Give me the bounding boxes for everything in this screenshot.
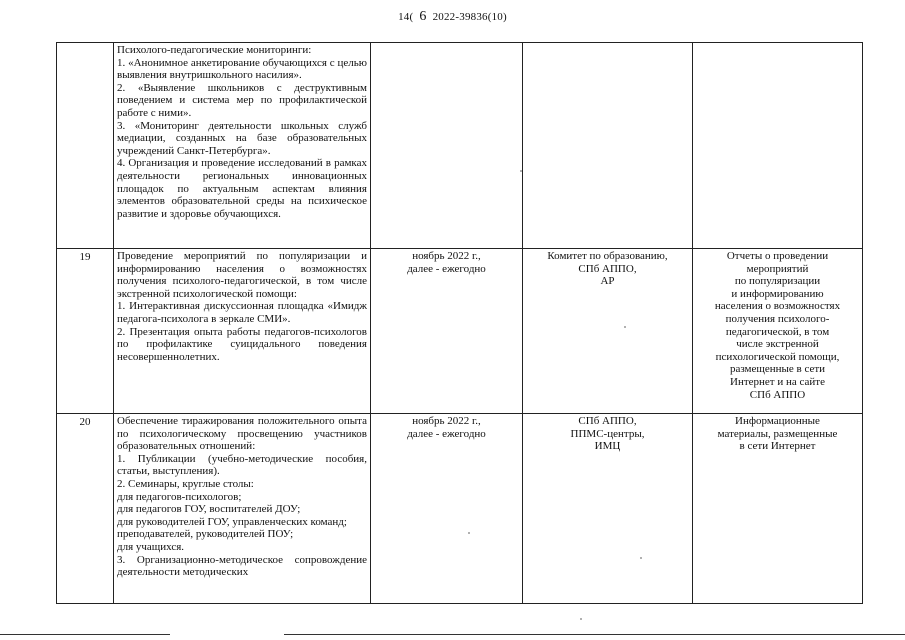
deadline-line: ноябрь 2022 г., [412,250,481,262]
row-number: 19 [57,249,114,414]
description-line: 1. «Анонимное анкетирование обучающихся с целью выявления внутришкольного насилия». [117,56,367,82]
description-line: 1. Публикации (учебно-методические пособия, статьи, выступления). [117,452,367,478]
page-header [0,9,905,25]
scan-speck [624,326,626,328]
executor-line: Комитет по образованию, [547,250,668,262]
row-number: 20 [57,414,114,604]
deadline-line: далее - ежегодно [407,262,486,275]
plan-table [56,42,863,604]
row-executors [523,43,693,249]
executor-line: ППМС-центры, [570,427,645,440]
result-line: по популяризации [734,275,821,288]
deadline-line: ноябрь 2022 г., [412,415,481,427]
row-result [693,249,863,414]
deadline-line: далее - ежегодно [407,427,486,440]
row-result [693,43,863,249]
row-description [114,249,371,414]
header-left-mark: 14( [398,11,414,23]
executor-line: АР [600,275,615,288]
description-line: 4. Организация и проведение исследований в рамках деятельности региональных инновационных площадок по актуальным аспектам влияния элементов образовательной среды на психическое развитие и здоровье обучающихся. [117,157,367,220]
scan-speck [468,532,470,534]
result-line: и информированию [731,287,824,300]
description-line: для руководителей ГОУ, управленческих команд; [117,515,347,528]
description-line: для педагогов ГОУ, воспитателей ДОУ; [117,503,301,516]
row-deadline [371,414,523,604]
scan-speck [580,618,582,620]
row-executors [523,414,693,604]
result-line: размещенные в сети [729,363,826,376]
result-line: в сети Интернет [739,440,816,453]
description-line: 3. Организационно-методическое сопровождение деятельности методических [117,553,367,579]
scan-edge-line [0,634,170,635]
description-line: 3. «Мониторинг деятельности школьных служб медиации, созданных на базе образовательных учреждений Санкт-Петербурга». [117,119,367,157]
description-line: 1. Интерактивная дискуссионная площадка «Имидж педагога-психолога в зеркале СМИ». [117,300,367,325]
row-description [114,43,371,249]
result-line: материалы, размещенные [717,427,838,440]
result-line: педагогической, в том [725,325,830,338]
page-number: 6 [419,9,427,24]
result-line: Информационные [735,415,820,427]
description-line: преподавателей, руководителей ПОУ; [117,528,294,541]
scan-speck [520,170,522,172]
result-line: числе экстренной [736,338,819,351]
row-description [114,414,371,604]
row-deadline [371,249,523,414]
executor-line: СПб АППО, [578,415,637,427]
description-line: 2. Семинары, круглые столы: [117,477,254,490]
description-line: для учащихся. [117,540,185,553]
executor-line: ИМЦ [594,440,621,453]
table-row [57,249,863,414]
row-deadline [371,43,523,249]
description-line: для педагогов-психологов; [117,490,242,503]
description-line: 2. Презентация опыта работы педагогов-психологов по профилактике суицидального поведения несовершеннолетних. [117,325,367,363]
table-row [57,43,863,249]
result-line: Интернет и на сайте [730,375,825,388]
description-line: Обеспечение тиражирования положительного опыта по психологическому просвещению участников образовательных отношений: [117,415,367,453]
scan-edge-line [284,634,905,635]
result-line: получения психолого- [725,312,830,325]
description-line: 2. «Выявление школьников с деструктивным поведением и система мер по профилактической работе с ними». [117,81,367,119]
document-table-wrapper [56,42,862,604]
description-line: Проведение мероприятий по популяризации и информированию населения о возможностях получения психолого-педагогической, в том числе экстренной психологической помощи: [117,250,367,300]
result-line: мероприятий [746,262,809,275]
result-line: населения о возможностях [714,300,841,313]
row-result [693,414,863,604]
description-line: Психолого-педагогические мониторинги: [117,44,312,56]
scan-speck [640,557,642,559]
executor-line: СПб АППО, [578,262,637,275]
table-row [57,414,863,604]
document-id: 2022-39836(10) [432,11,507,23]
result-line: СПб АППО [749,388,806,401]
row-executors [523,249,693,414]
result-line: психологической помощи, [715,350,840,363]
row-number [57,43,114,249]
result-line: Отчеты о проведении [726,250,829,262]
